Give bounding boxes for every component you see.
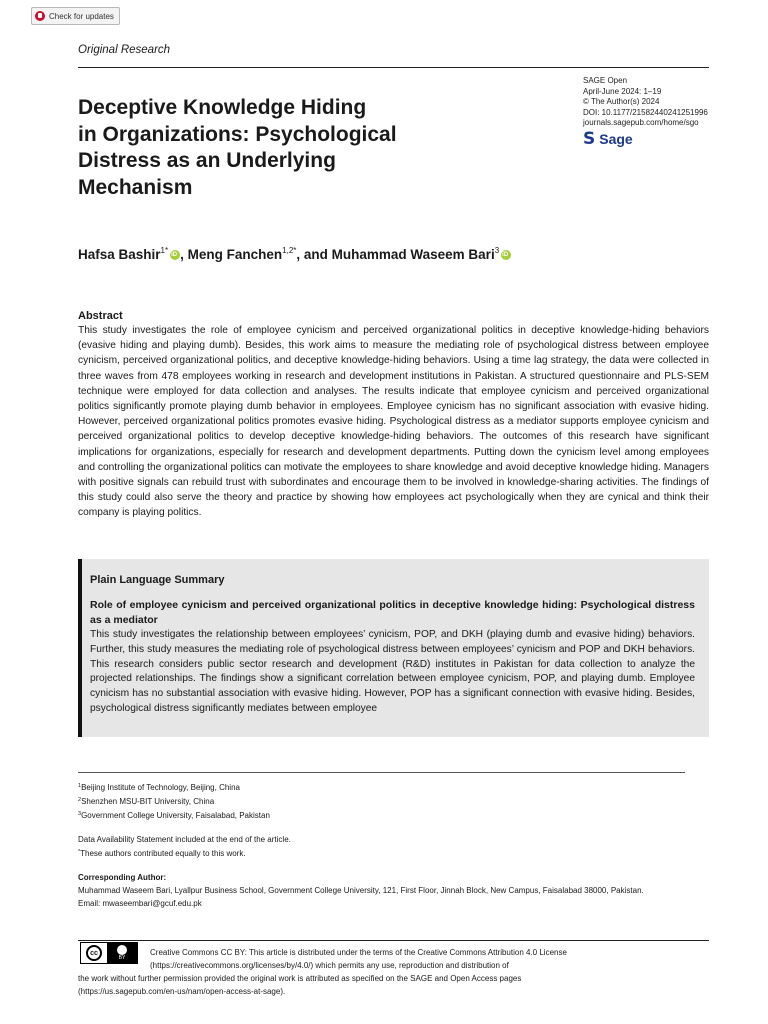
plain-summary-subtitle: Role of employee cynicism and perceived organizational politics in deceptive knowledge hiding: Psychological distress as a mediator: [90, 599, 695, 626]
journal-name: SAGE Open: [583, 76, 628, 85]
section-label: Original Research: [78, 44, 171, 56]
abstract-text: This study investigates the role of employee cynicism and perceived organizational politics in deceptive knowledge-hiding behaviors (evasive hiding and playing dumb). Besides, this work aims to measure the mediating role of psychological distress between employee cynicism, perceived organizational politics, and deceptive knowledge-hiding behaviors. Using a time lag strategy, the data were collected in three waves from 478 employees working in research and development institutions in Pakistan. A structured questionnaire and PLS-SEM technique were employed for data collection and analyses. The results indicate that employee cynicism and perceived organizational politics significantly promote playing dumb behavior in employees. Employee cynicism has no significant association with evasive hiding. However, perceived organizational politics promotes evasive hiding. Psychological distress as a mediator supports employee cynicism and perceived organizational politics to develop deceptive knowledge-hiding behaviors. The outcomes of this research have significant implications for organizations, especially for research and development departments. Putting down the cynicism level among employees and controlling the organizational politics can motivate the employees to share knowledge and avoid deceptive knowledge hiding. Managers with positive signals can rebuild trust with subordinates and encourage them to be involved in knowledge-sharing activities. The findings of this study could also serve the theory and practice by showing how employees act psychologically when they are cynical and think their company is playing politics.: [78, 325, 709, 519]
orcid-icon[interactable]: [170, 250, 180, 260]
affiliation-item: $^1$Beijing Institute of Technology, Beijing, China: [78, 783, 240, 792]
orcid-icon[interactable]: [501, 250, 511, 260]
by-label: BY: [118, 955, 126, 961]
corresponding-address: Muhammad Waseem Bari, Lyallpur Business School, Government College University, 121, First Floor, Jinnah Block, New Campus, Faisalabad 38000, Pakistan.: [78, 886, 644, 895]
license-divider: [78, 940, 709, 941]
sage-logo[interactable]: [583, 131, 633, 147]
license-link[interactable]: (https://creativecommons.org/licenses/by/4.0/) which permits any use, reproduction and distribution of: [150, 961, 509, 970]
abstract-heading: Abstract: [78, 310, 123, 322]
cc-icon: cc: [86, 945, 102, 961]
check-for-updates-label: Check for updates: [49, 11, 114, 21]
corresponding-heading: Corresponding Author:: [78, 873, 167, 882]
title-line: in Organizations: Psychological: [78, 122, 397, 146]
author-name[interactable]: Muhammad Waseem Bari: [331, 247, 495, 262]
author-affiliation-mark: 1*: [160, 246, 169, 255]
footnotes: [78, 780, 644, 910]
top-divider: [78, 67, 709, 68]
journal-url[interactable]: journals.sagepub.com/home/sgo: [583, 118, 699, 127]
footnote-divider: [78, 772, 685, 773]
bookmark-icon: [35, 11, 45, 21]
author-name[interactable]: Hafsa Bashir: [78, 247, 161, 262]
title-line: Mechanism: [78, 175, 193, 199]
sage-s-icon: S: [583, 129, 596, 149]
author-list: [78, 246, 511, 262]
sage-logo-text: Sage: [599, 131, 633, 147]
author-separator: , and: [296, 247, 332, 262]
license-link[interactable]: (https://us.sagepub.com/en-us/nam/open-access-at-sage).: [78, 987, 286, 996]
equal-contribution-note: *These authors contributed equally to this work.: [78, 849, 246, 858]
journal-meta: [583, 76, 708, 129]
journal-issue: April-June 2024: 1–19: [583, 86, 662, 96]
affiliation-item: $^3$Government College University, Faisalabad, Pakistan: [78, 811, 270, 820]
plain-summary-text: This study investigates the relationship between employees’ cynicism, POP, and DKH (playing dumb and evasive hiding) behaviors. Further, this study measures the mediating role of psychological distress between employees’ cynicism and POP and DKH behaviors. This research considers public sector research and development (R&D) institutes in Pakistan for data collection to analyze the projected relationships. The findings show a significant correlation between employee cynicism, POP, and playing dumb. Employee cynicism has no substantial association with evasive hiding. However, POP has a significant connection with evasive hiding. Besides, psychological distress significantly mediates between employee: [90, 629, 695, 714]
journal-copyright: © The Author(s) 2024: [583, 97, 660, 106]
data-availability-note: Data Availability Statement included at the end of the article.: [78, 835, 291, 844]
author-name[interactable]: Meng Fanchen: [187, 247, 283, 262]
license-text: [78, 946, 678, 998]
author-affiliation-mark: 1,2*: [282, 246, 297, 255]
article-title: [78, 95, 428, 201]
journal-doi[interactable]: DOI: 10.1177/21582440241251996: [583, 107, 708, 117]
license-line: the work without further permission provided the original work is attributed as specified on the SAGE and Open Access pages: [78, 974, 522, 983]
title-line: Distress as an Underlying: [78, 149, 336, 172]
license-line: Creative Commons CC BY: This article is distributed under the terms of the Creative Commons Attribution 4.0 License: [150, 948, 567, 957]
author-affiliation-mark: 3: [494, 246, 500, 255]
plain-summary-heading: Plain Language Summary: [90, 574, 225, 586]
title-line: Deceptive Knowledge Hiding: [78, 96, 367, 119]
affiliation-item: $^2$Shenzhen MSU-BIT University, China: [78, 797, 215, 806]
author-separator: ,: [180, 247, 188, 262]
check-for-updates-button[interactable]: [31, 7, 120, 25]
corresponding-email[interactable]: Email: mwaseembari@gcuf.edu.pk: [78, 899, 202, 908]
